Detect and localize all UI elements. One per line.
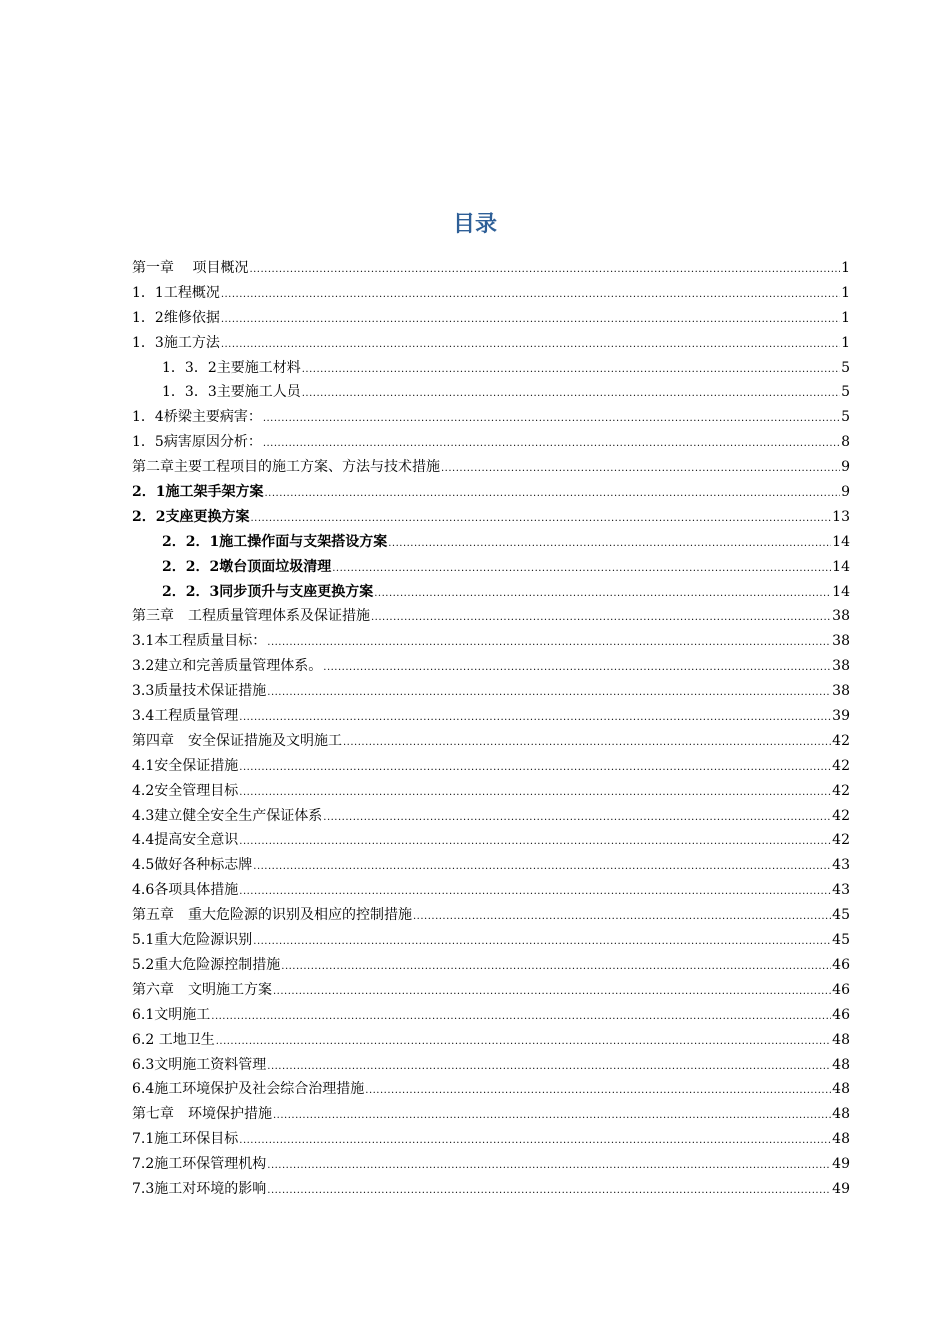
toc-dot-leader xyxy=(239,880,831,905)
toc-entry-label: 6.1文明施工 xyxy=(132,1006,211,1023)
toc-entry[interactable] xyxy=(132,480,850,505)
toc-dot-leader xyxy=(332,557,831,582)
toc-entry[interactable] xyxy=(132,331,850,356)
toc-entry-page-number: 45 xyxy=(832,932,850,949)
toc-entry-label: 1．5病害原因分析： xyxy=(132,434,262,451)
toc-entry-page-number: 1 xyxy=(841,334,850,351)
toc-entry-page-number: 14 xyxy=(832,583,850,600)
toc-entry-label: 2．2．2墩台顶面垃圾清理 xyxy=(162,558,332,575)
toc-entry-page-number: 1 xyxy=(841,260,850,276)
toc-entry[interactable] xyxy=(132,1053,850,1078)
toc-entry[interactable] xyxy=(132,1003,850,1028)
toc-entry[interactable] xyxy=(132,903,850,928)
toc-entry-page-number: 48 xyxy=(832,1056,850,1073)
toc-entry-page-number: 38 xyxy=(832,683,850,700)
toc-entry-label: 第六章 文明施工方案 xyxy=(132,981,272,998)
toc-entry-label: 3.1本工程质量目标： xyxy=(132,633,267,650)
toc-dot-leader xyxy=(264,482,840,507)
toc-dot-leader xyxy=(302,358,840,383)
toc-dot-leader xyxy=(221,333,840,358)
toc-entry[interactable] xyxy=(132,928,850,953)
toc-entry[interactable] xyxy=(132,405,850,430)
toc-dot-leader xyxy=(365,1079,831,1104)
toc-entry[interactable] xyxy=(132,356,850,381)
toc-dot-leader xyxy=(249,258,840,283)
toc-dot-leader xyxy=(239,1129,831,1154)
toc-entry-label: 4.1安全保证措施 xyxy=(132,757,239,774)
toc-entry-label: 第七章 环境保护措施 xyxy=(132,1106,272,1123)
toc-entry-page-number: 14 xyxy=(832,533,850,550)
toc-dot-leader xyxy=(374,582,831,607)
toc-entry-label: 1．1工程概况 xyxy=(132,284,220,301)
toc-entry-page-number: 43 xyxy=(832,857,850,874)
toc-dot-leader xyxy=(388,532,831,557)
toc-entry-page-number: 43 xyxy=(832,882,850,899)
toc-dot-leader xyxy=(371,606,831,631)
toc-entry[interactable] xyxy=(132,779,850,804)
toc-dot-leader xyxy=(343,731,831,756)
toc-entry-label: 第一章 项目概况 xyxy=(132,260,249,276)
toc-entry-label: 4.5做好各种标志牌 xyxy=(132,857,253,874)
toc-entry-label: 5.1重大危险源识别 xyxy=(132,932,253,949)
toc-entry-label: 4.3建立健全安全生产保证体系 xyxy=(132,807,323,824)
toc-dot-leader xyxy=(273,1104,831,1129)
toc-entry-label: 1．3．3主要施工人员 xyxy=(162,384,301,401)
toc-dot-leader xyxy=(441,457,840,482)
toc-entry-page-number: 5 xyxy=(841,384,850,401)
toc-dot-leader xyxy=(263,407,840,432)
toc-entry[interactable] xyxy=(132,1077,850,1102)
toc-entry-page-number: 42 xyxy=(832,732,850,749)
toc-entry[interactable] xyxy=(132,256,850,281)
toc-dot-leader xyxy=(263,432,840,457)
toc-entry-label: 1．3．2主要施工材料 xyxy=(162,359,301,376)
toc-entry[interactable] xyxy=(132,978,850,1003)
toc-entry[interactable] xyxy=(132,878,850,903)
toc-entry[interactable] xyxy=(132,629,850,654)
toc-entry-page-number: 48 xyxy=(832,1081,850,1098)
toc-entry-page-number: 38 xyxy=(832,608,850,625)
toc-dot-leader xyxy=(267,1055,831,1080)
toc-entry[interactable] xyxy=(132,754,850,779)
toc-entry[interactable] xyxy=(132,1177,850,1202)
toc-entry-label: 4.6各项具体措施 xyxy=(132,882,239,899)
toc-entry[interactable] xyxy=(132,1127,850,1152)
toc-entry-label: 3.2建立和完善质量管理体系。 xyxy=(132,658,323,675)
toc-entry-label: 6.4施工环境保护及社会综合治理措施 xyxy=(132,1081,365,1098)
toc-entry-label: 4.2安全管理目标 xyxy=(132,782,239,799)
toc-dot-leader xyxy=(323,806,831,831)
toc-entry-page-number: 48 xyxy=(832,1031,850,1048)
toc-entry-page-number: 48 xyxy=(832,1131,850,1148)
toc-entry[interactable] xyxy=(132,555,850,580)
toc-entry[interactable] xyxy=(132,380,850,405)
toc-dot-leader xyxy=(253,930,831,955)
toc-entry[interactable] xyxy=(132,580,850,605)
toc-dot-leader xyxy=(267,1154,831,1179)
toc-entry[interactable] xyxy=(132,604,850,629)
toc-entry-label: 2．2．1施工操作面与支架搭设方案 xyxy=(162,533,388,550)
toc-entry[interactable] xyxy=(132,729,850,754)
toc-dot-leader xyxy=(323,656,831,681)
toc-entry-page-number: 39 xyxy=(832,708,850,725)
toc-entry-page-number: 45 xyxy=(832,907,850,924)
toc-entry[interactable] xyxy=(132,1102,850,1127)
toc-dot-leader xyxy=(273,980,831,1005)
toc-entry-page-number: 5 xyxy=(841,359,850,376)
toc-entry[interactable] xyxy=(132,804,850,829)
toc-entry[interactable] xyxy=(132,430,850,455)
toc-entry[interactable] xyxy=(132,530,850,555)
toc-entry-label: 2．2．3同步顶升与支座更换方案 xyxy=(162,583,374,600)
toc-entry-label: 6.3文明施工资料管理 xyxy=(132,1056,267,1073)
toc-entry-page-number: 49 xyxy=(832,1180,850,1197)
toc-entry[interactable] xyxy=(132,1028,850,1053)
toc-entry-label: 7.1施工环保目标 xyxy=(132,1131,239,1148)
toc-dot-leader xyxy=(302,382,840,407)
toc-entry-label: 1．2维修依据 xyxy=(132,309,220,326)
toc-entry-label: 4.4提高安全意识 xyxy=(132,832,239,849)
toc-entry-label: 6.2 工地卫生 xyxy=(132,1031,215,1048)
toc-entry-label: 3.3质量技术保证措施 xyxy=(132,683,267,700)
toc-entry-page-number: 46 xyxy=(832,956,850,973)
toc-entry[interactable] xyxy=(132,455,850,480)
toc-entry[interactable] xyxy=(132,306,850,331)
toc-entry[interactable] xyxy=(132,704,850,729)
toc-entry-label: 第二章主要工程项目的施工方案、方法与技术措施 xyxy=(132,459,440,476)
toc-dot-leader xyxy=(216,1030,831,1055)
toc-dot-leader xyxy=(281,955,831,980)
toc-title: 目录 xyxy=(452,212,497,237)
toc-entry-page-number: 49 xyxy=(832,1156,850,1173)
toc-entry-page-number: 42 xyxy=(832,807,850,824)
toc-entry-label: 第四章 安全保证措施及文明施工 xyxy=(132,732,342,749)
toc-dot-leader xyxy=(239,706,831,731)
toc-dot-leader xyxy=(239,756,831,781)
toc-entry-page-number: 38 xyxy=(832,658,850,675)
toc-entry[interactable] xyxy=(132,679,850,704)
toc-entry[interactable] xyxy=(132,281,850,306)
toc-dot-leader xyxy=(413,905,831,930)
toc-dot-leader xyxy=(221,283,840,308)
toc-entry[interactable] xyxy=(132,1152,850,1177)
toc-entry-label: 2．1施工架手架方案 xyxy=(132,484,264,501)
toc-entry-label: 7.2施工环保管理机构 xyxy=(132,1156,267,1173)
toc-entry-page-number: 1 xyxy=(841,284,850,301)
toc-entry[interactable] xyxy=(132,654,850,679)
toc-entry-page-number: 8 xyxy=(841,434,850,451)
toc-entry-label: 1．4桥梁主要病害： xyxy=(132,409,262,426)
toc-entry-label: 3.4工程质量管理 xyxy=(132,708,239,725)
toc-dot-leader xyxy=(211,1005,831,1030)
toc-dot-leader xyxy=(239,830,831,855)
toc-entry-page-number: 38 xyxy=(832,633,850,650)
toc-dot-leader xyxy=(267,631,831,656)
toc-entry-page-number: 42 xyxy=(832,832,850,849)
toc-dot-leader xyxy=(253,855,831,880)
toc-entry[interactable] xyxy=(132,853,850,878)
toc-entry-page-number: 14 xyxy=(832,558,850,575)
toc-entry-page-number: 46 xyxy=(832,981,850,998)
toc-dot-leader xyxy=(267,1179,831,1204)
table-of-contents xyxy=(132,256,850,1202)
toc-dot-leader xyxy=(250,507,831,532)
toc-entry[interactable] xyxy=(132,953,850,978)
toc-entry-page-number: 48 xyxy=(832,1106,850,1123)
toc-dot-leader xyxy=(239,781,831,806)
toc-entry-page-number: 13 xyxy=(832,508,850,525)
toc-entry[interactable] xyxy=(132,505,850,530)
toc-dot-leader xyxy=(267,681,831,706)
toc-entry-page-number: 9 xyxy=(841,459,850,476)
toc-entry-page-number: 9 xyxy=(841,484,850,501)
toc-entry-label: 7.3施工对环境的影响 xyxy=(132,1180,267,1197)
toc-entry-page-number: 1 xyxy=(841,309,850,326)
toc-dot-leader xyxy=(221,308,840,333)
toc-entry[interactable] xyxy=(132,828,850,853)
toc-entry-page-number: 42 xyxy=(832,757,850,774)
toc-entry-page-number: 42 xyxy=(832,782,850,799)
toc-entry-label: 第三章 工程质量管理体系及保证措施 xyxy=(132,608,370,625)
toc-entry-label: 2．2支座更换方案 xyxy=(132,508,250,525)
toc-entry-page-number: 46 xyxy=(832,1006,850,1023)
toc-entry-label: 第五章 重大危险源的识别及相应的控制措施 xyxy=(132,907,412,924)
toc-entry-label: 1．3施工方法 xyxy=(132,334,220,351)
toc-entry-label: 5.2重大危险源控制措施 xyxy=(132,956,281,973)
toc-entry-page-number: 5 xyxy=(841,409,850,426)
